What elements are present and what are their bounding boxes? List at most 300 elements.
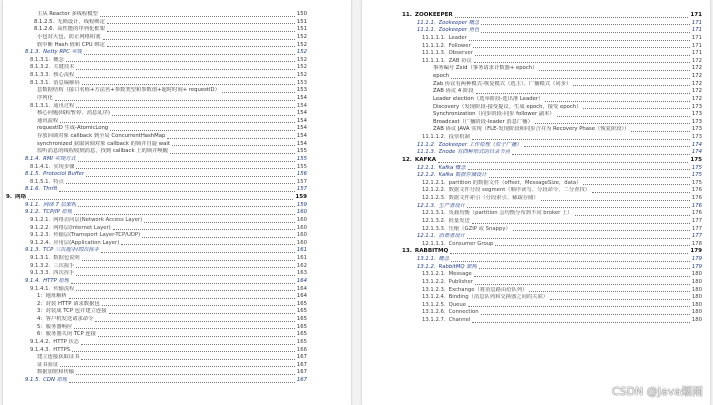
toc-entry-title: Zookeeper 概念 xyxy=(438,19,480,26)
toc-entry[interactable] xyxy=(362,210,710,218)
toc-entry-page: 172 xyxy=(691,73,702,80)
toc-entry[interactable] xyxy=(3,164,351,172)
toc-entry-page: 179 xyxy=(691,256,702,263)
toc-entry[interactable] xyxy=(362,119,710,127)
toc-entry-title: 关键技术 xyxy=(53,64,75,71)
toc-entry-title: 建立连接获取证书 xyxy=(37,354,80,361)
toc-entry-number: 13.1.2.6. xyxy=(422,309,446,316)
toc-entry[interactable] xyxy=(362,73,710,81)
toc-entry-title: RABBITMQ xyxy=(414,248,449,255)
toc-entry[interactable] xyxy=(3,156,351,164)
toc-entry-title: TCP/IP 原理 xyxy=(43,209,73,216)
toc-entry-number: 9.1.3.2. xyxy=(30,262,51,269)
toc-entry-page: 180 xyxy=(691,286,702,293)
toc-entry[interactable] xyxy=(362,58,710,66)
toc-entry-number: 9. xyxy=(6,194,13,201)
dot-leader xyxy=(475,283,690,285)
toc-entry-number: 9.1.3.3. xyxy=(30,270,51,277)
toc-entry[interactable] xyxy=(362,149,710,157)
toc-entry-title: Follower xyxy=(448,42,471,49)
toc-entry[interactable] xyxy=(362,43,710,51)
dot-leader xyxy=(472,222,690,224)
toc-entry-title: 网络 xyxy=(15,194,27,201)
toc-entry[interactable] xyxy=(3,270,351,278)
toc-entry-page: 160 xyxy=(296,224,307,231)
toc-entry[interactable] xyxy=(362,12,710,20)
toc-entry-number: 9.1.3.1. xyxy=(30,255,51,262)
toc-entry[interactable] xyxy=(3,339,351,347)
dot-leader xyxy=(76,274,294,276)
toc-entry-title: Exchange（将消息路由给队列） xyxy=(448,286,528,293)
dot-leader xyxy=(512,153,690,155)
toc-entry[interactable] xyxy=(3,57,351,65)
dot-leader xyxy=(167,137,295,139)
toc-entry[interactable] xyxy=(3,278,351,286)
dot-leader xyxy=(102,304,295,306)
dot-leader xyxy=(113,228,295,230)
toc-entry-page: 171 xyxy=(691,42,702,49)
toc-entry-number: 11.1.1.1. xyxy=(422,57,446,64)
toc-entry-number: 13.1.2.7. xyxy=(422,317,446,324)
toc-entry[interactable] xyxy=(362,134,710,142)
dot-leader xyxy=(107,30,295,32)
toc-entry-number: 11.1.1. xyxy=(417,27,436,34)
dot-leader xyxy=(524,145,690,147)
dot-leader xyxy=(495,244,689,246)
toc-entry-title: 四次挥手 xyxy=(53,270,75,277)
dot-leader xyxy=(592,191,690,193)
toc-entry[interactable] xyxy=(3,308,351,316)
dot-leader xyxy=(76,289,294,291)
toc-entry[interactable] xyxy=(3,64,351,72)
toc-page-right xyxy=(362,0,710,405)
dot-leader xyxy=(631,130,689,132)
toc-entry[interactable] xyxy=(3,263,351,271)
toc-entry[interactable] xyxy=(362,172,710,180)
toc-entry-number: 13.1.2. xyxy=(417,263,436,270)
toc-entry-title: 实现步骤 xyxy=(53,163,75,170)
toc-entry-page: 151 xyxy=(296,26,307,33)
toc-entry[interactable] xyxy=(3,232,351,240)
toc-entry-page: 166 xyxy=(296,346,307,353)
toc-entry[interactable] xyxy=(3,179,351,187)
toc-entry-title: 通讯流程 xyxy=(37,117,59,124)
toc-entry-title: Connection xyxy=(448,309,479,316)
toc-entry-title: Consumer Group xyxy=(448,240,494,247)
dot-leader xyxy=(172,144,295,146)
toc-entry-page: 167 xyxy=(296,354,307,361)
toc-entry-page: 150 xyxy=(296,11,307,18)
dot-leader xyxy=(472,321,690,323)
toc-entry[interactable] xyxy=(362,195,710,203)
dot-leader xyxy=(481,31,690,33)
toc-entry-page: 153 xyxy=(296,87,307,94)
dot-leader xyxy=(74,327,295,329)
toc-entry[interactable] xyxy=(3,171,351,179)
dot-leader xyxy=(513,229,690,231)
dot-leader xyxy=(103,38,295,40)
toc-entry[interactable] xyxy=(3,186,351,194)
dot-leader xyxy=(69,297,295,299)
toc-entry[interactable] xyxy=(362,142,710,150)
toc-entry[interactable] xyxy=(362,287,710,295)
toc-entry-title: Observer xyxy=(448,50,473,57)
toc-entry-number: 8.1.4.1. xyxy=(30,163,51,170)
toc-entry-page: 155 xyxy=(296,148,307,155)
toc-list-right xyxy=(362,12,710,325)
toc-entry-number: 12.1.3.2. xyxy=(422,217,446,224)
dot-leader xyxy=(112,114,295,116)
toc-entry-title: 投票机制 xyxy=(448,134,470,141)
toc-entry-number: 8.1.3.2. xyxy=(30,64,51,71)
dot-leader xyxy=(583,183,689,185)
toc-entry-page: 172 xyxy=(691,57,702,64)
toc-entry-number: 8.1.3.1. xyxy=(30,102,51,109)
dot-leader xyxy=(222,91,295,93)
dot-leader xyxy=(472,138,690,140)
toc-entry[interactable] xyxy=(3,316,351,324)
toc-entry-page: 164 xyxy=(296,285,307,292)
toc-entry-page: 159 xyxy=(295,194,307,201)
dot-leader xyxy=(479,267,690,269)
toc-entry[interactable] xyxy=(3,148,351,156)
toc-entry-page: 165 xyxy=(296,300,307,307)
toc-entry-page: 175 xyxy=(691,172,702,179)
toc-entry-page: 167 xyxy=(296,361,307,368)
toc-entry[interactable] xyxy=(3,255,351,263)
toc-entry-page: 161 xyxy=(296,247,307,254)
toc-entry[interactable] xyxy=(362,180,710,188)
toc-entry-title: epoch xyxy=(433,73,450,80)
dot-leader xyxy=(78,205,294,207)
toc-entry-number: 11.1.3. xyxy=(417,149,436,156)
toc-entry-page: 154 xyxy=(296,133,307,140)
toc-entry-number: 8.1.3. xyxy=(25,49,41,56)
toc-entry-number: 8.1.3.1. xyxy=(30,56,51,63)
toc-entry-number: 12. xyxy=(402,156,412,163)
dot-leader xyxy=(72,350,295,352)
toc-entry[interactable] xyxy=(3,118,351,126)
toc-entry-title: 生产者设计 xyxy=(438,202,466,209)
toc-entry[interactable] xyxy=(3,247,351,255)
dot-leader xyxy=(76,68,294,70)
toc-entry[interactable] xyxy=(3,194,351,202)
toc-entry-number: 9.1.4. xyxy=(25,277,41,284)
toc-entry-page: 154 xyxy=(296,125,307,132)
toc-entry-title: 压缩（GZIP 或 Snappy） xyxy=(448,225,511,232)
toc-entry[interactable] xyxy=(3,42,351,50)
toc-entry-number: 12.1.3. xyxy=(417,202,436,209)
dot-leader xyxy=(475,54,690,56)
toc-entry[interactable] xyxy=(3,80,351,88)
toc-entry[interactable] xyxy=(362,126,710,134)
toc-entry[interactable] xyxy=(362,264,710,272)
toc-entry-number: 9.1.2.1. xyxy=(30,216,51,223)
toc-entry[interactable] xyxy=(362,157,710,165)
dot-leader xyxy=(142,236,295,238)
toc-entry[interactable] xyxy=(362,233,710,241)
toc-entry-number: 12.1.3.1. xyxy=(422,210,446,217)
toc-entry-page: 180 xyxy=(691,317,702,324)
dot-leader xyxy=(76,266,294,268)
toc-entry-page: 172 xyxy=(691,80,702,87)
toc-entry[interactable] xyxy=(362,256,710,264)
toc-entry[interactable] xyxy=(3,11,351,19)
toc-entry[interactable] xyxy=(362,248,710,256)
toc-entry-page: 171 xyxy=(691,34,702,41)
toc-entry-title: Publisher xyxy=(448,278,473,285)
toc-entry-title: KAFKA xyxy=(414,156,437,163)
toc-entry-number: 9.1.2. xyxy=(25,209,41,216)
toc-entry-number: 8.1.4. xyxy=(25,155,41,162)
toc-entry-page: 173 xyxy=(691,134,702,141)
toc-entry-title: 存放回调对象 callback 到全局 ConcurrentHashMap xyxy=(37,133,166,140)
toc-entry[interactable] xyxy=(3,240,351,248)
toc-entry-title: 数据文件分段 segment（顺序读写、分段命令、二分查找） xyxy=(448,187,591,194)
toc-entry-page: 157 xyxy=(296,186,307,193)
toc-entry[interactable] xyxy=(3,209,351,217)
toc-entry[interactable] xyxy=(362,309,710,317)
toc-entry[interactable] xyxy=(362,218,710,226)
toc-entry[interactable] xyxy=(3,95,351,103)
toc-entry-page: 174 xyxy=(691,141,702,148)
toc-entry[interactable] xyxy=(3,133,351,141)
dot-leader xyxy=(98,335,295,337)
toc-entry-title: 3：封装成 TCP 包并建立连接 xyxy=(37,308,107,315)
dot-leader xyxy=(28,198,293,200)
toc-entry[interactable] xyxy=(3,377,351,385)
toc-entry-page: 164 xyxy=(296,277,307,284)
dot-leader xyxy=(84,53,295,55)
dot-leader xyxy=(121,243,295,245)
toc-entry[interactable] xyxy=(3,110,351,118)
dot-leader xyxy=(535,122,690,124)
toc-entry[interactable] xyxy=(3,87,351,95)
toc-entry[interactable] xyxy=(362,187,710,195)
toc-entry[interactable] xyxy=(362,27,710,35)
toc-entry-title: ZAB 协议 xyxy=(448,57,472,64)
toc-entry[interactable] xyxy=(362,271,710,279)
toc-entry-number: 9.1.1. xyxy=(25,201,41,208)
toc-entry-page: 175 xyxy=(691,179,702,186)
toc-entry[interactable] xyxy=(362,104,710,112)
toc-entry[interactable] xyxy=(3,293,351,301)
toc-entry-page: 160 xyxy=(296,216,307,223)
toc-entry-number: 9.1.4.2. xyxy=(30,338,51,345)
toc-entry[interactable] xyxy=(3,331,351,339)
dot-leader xyxy=(468,168,690,170)
toc-entry[interactable] xyxy=(362,203,710,211)
toc-entry-number: 11.1.1.1. xyxy=(422,34,446,41)
toc-entry[interactable] xyxy=(362,96,710,104)
toc-entry-number: 8.1.2.5. xyxy=(34,18,55,25)
dot-leader xyxy=(95,320,295,322)
toc-entry[interactable] xyxy=(362,165,710,173)
toc-entry[interactable] xyxy=(3,202,351,210)
toc-entry-number: 11.1.1. xyxy=(417,19,436,26)
toc-entry[interactable] xyxy=(362,81,710,89)
toc-entry[interactable] xyxy=(362,302,710,310)
toc-entry-number: 8.1.5. xyxy=(25,171,41,178)
toc-entry[interactable] xyxy=(3,34,351,42)
toc-entry[interactable] xyxy=(362,88,710,96)
toc-entry-title: 三次握手 xyxy=(53,262,75,269)
toc-entry-page: 179 xyxy=(691,263,702,270)
toc-entry[interactable] xyxy=(3,125,351,133)
toc-entry-title: 通讯过程 xyxy=(53,102,75,109)
toc-entry-page: 177 xyxy=(691,233,702,240)
toc-entry[interactable] xyxy=(362,226,710,234)
toc-entry[interactable] xyxy=(3,19,351,27)
toc-entry-title: ZOOKEEPER xyxy=(414,12,453,19)
toc-entry-page: 171 xyxy=(691,19,702,26)
dot-leader xyxy=(529,290,689,292)
toc-entry-title: 4：客户机发送请求命令 xyxy=(37,316,94,323)
toc-entry-title: 2：封装 HTTP 请求数据包 xyxy=(37,300,100,307)
toc-entry-title: Synchronization（同步阶段-同步 follower 副本） xyxy=(433,111,555,118)
dot-leader xyxy=(473,46,690,48)
toc-entry-page: 167 xyxy=(296,377,307,384)
toc-entry-page: 165 xyxy=(296,323,307,330)
toc-entry-page: 172 xyxy=(691,65,702,72)
toc-entry[interactable] xyxy=(3,362,351,370)
toc-entry-title: 网络访问层(Network Access Layer) xyxy=(53,216,143,223)
dot-leader xyxy=(469,39,690,41)
dot-leader xyxy=(107,22,295,24)
toc-entry-page: 171 xyxy=(691,27,702,34)
toc-entry[interactable] xyxy=(3,354,351,362)
toc-entry-number: 9.1.2.2. xyxy=(30,224,51,231)
toc-entry[interactable] xyxy=(3,49,351,57)
toc-entry[interactable] xyxy=(3,324,351,332)
toc-entry-title: 特点 xyxy=(53,178,64,185)
toc-entry[interactable] xyxy=(362,65,710,73)
dot-leader xyxy=(573,84,690,86)
dot-leader xyxy=(107,45,295,47)
toc-entry-number: 13.1.2.4. xyxy=(422,294,446,301)
toc-entry-number: 11.1.1.2. xyxy=(422,134,446,141)
toc-entry-number: 13.1.2.5. xyxy=(422,301,446,308)
dot-leader xyxy=(59,190,295,192)
toc-entry-title: 概念 xyxy=(53,56,64,63)
toc-entry[interactable] xyxy=(362,20,710,28)
dot-leader xyxy=(583,107,689,109)
dot-leader xyxy=(60,121,295,123)
toc-entry-page: 154 xyxy=(296,102,307,109)
toc-entry-number: 9.1.2.4. xyxy=(30,239,51,246)
toc-entry[interactable] xyxy=(3,369,351,377)
toc-entry[interactable] xyxy=(362,294,710,302)
toc-entry-page: 155 xyxy=(296,163,307,170)
toc-entry-number: 12.1.2.3. xyxy=(422,195,446,202)
toc-entry-title: 证书验证 xyxy=(37,361,59,368)
dot-leader xyxy=(539,69,689,71)
toc-entry-page: 180 xyxy=(691,301,702,308)
toc-entry-page: 167 xyxy=(296,369,307,376)
toc-entry-page: 176 xyxy=(691,195,702,202)
toc-entry-number: 12.1.2.1. xyxy=(422,179,446,186)
dot-leader xyxy=(100,15,295,17)
dot-leader xyxy=(541,199,690,201)
toc-entry[interactable] xyxy=(362,317,710,325)
toc-entry-number: 11.1.1.3. xyxy=(422,50,446,57)
toc-entry-page: 154 xyxy=(296,94,307,101)
dot-leader xyxy=(489,176,690,178)
toc-entry-number: 8.1.3.1. xyxy=(30,79,51,86)
toc-entry[interactable] xyxy=(362,35,710,43)
toc-entry-title: 1：地址解析 xyxy=(37,293,67,300)
csdn-watermark: CSDN @Java烟雨 xyxy=(611,385,703,398)
toc-entry-page: 160 xyxy=(296,232,307,239)
toc-entry-page: 173 xyxy=(691,111,702,118)
toc-entry-title: synchronized 获取回调对象 callback 的锁并自旋 wait xyxy=(37,140,170,147)
toc-entry-number: 9.1.3. xyxy=(25,247,41,254)
toc-entry-number: 8.1.3.3. xyxy=(30,72,51,79)
toc-entry[interactable] xyxy=(362,241,710,249)
toc-entry[interactable] xyxy=(3,347,351,355)
toc-entry-page: 172 xyxy=(691,88,702,95)
toc-entry[interactable] xyxy=(362,111,710,119)
dot-leader xyxy=(481,313,690,315)
toc-entry-page: 152 xyxy=(296,64,307,71)
toc-entry-number: 13.1.1. xyxy=(417,256,436,263)
toc-entry[interactable] xyxy=(3,103,351,111)
toc-entry-page: 174 xyxy=(691,149,702,156)
toc-entry-number: 9.1.5. xyxy=(25,377,41,384)
toc-entry-title: 5：服务器响应 xyxy=(37,323,73,330)
toc-entry[interactable] xyxy=(362,279,710,287)
dot-leader xyxy=(74,213,295,215)
toc-entry-title: partition 的数据文件（offset，MessageSize，data） xyxy=(448,179,582,186)
dot-leader xyxy=(66,60,295,62)
toc-entry[interactable] xyxy=(3,141,351,149)
toc-entry-page: 180 xyxy=(691,309,702,316)
toc-entry-title: 核心流程 xyxy=(53,72,75,79)
dot-leader xyxy=(545,100,690,102)
toc-entry[interactable] xyxy=(3,217,351,225)
dot-leader xyxy=(557,115,690,117)
toc-entry-title: 事务编号 Zxid（事务请求计数器+ epoch） xyxy=(433,65,538,72)
toc-entry-page: 173 xyxy=(691,126,702,133)
toc-entry[interactable] xyxy=(3,286,351,294)
dot-leader xyxy=(450,252,688,254)
toc-entry[interactable] xyxy=(3,225,351,233)
toc-entry-title: 6：服务器关闭 TCP 连接 xyxy=(37,331,96,338)
toc-entry-title: ZAB 协议 4 阶段 xyxy=(433,88,474,95)
dot-leader xyxy=(76,76,294,78)
toc-entry[interactable] xyxy=(3,26,351,34)
toc-entry-title: Message xyxy=(448,271,472,278)
toc-entry-title: 无锁设计、线程绑定 xyxy=(57,18,105,25)
dot-leader xyxy=(451,260,690,262)
toc-entry-title: Binding（消息队列和交换器之间的关联） xyxy=(448,294,549,301)
toc-entry[interactable] xyxy=(3,72,351,80)
dot-leader xyxy=(109,312,295,314)
dot-leader xyxy=(550,298,690,300)
toc-entry-title: 负载均衡（partition 会均衡分布到不同 broker 上） xyxy=(448,210,573,217)
toc-entry-title: Netty RPC 实现 xyxy=(43,49,83,56)
toc-entry[interactable] xyxy=(362,50,710,58)
toc-entry-page: 152 xyxy=(296,49,307,56)
toc-entry-title: 网络 7 层架构 xyxy=(43,201,77,208)
toc-entry-number: 12.1.3.3. xyxy=(422,225,446,232)
toc-entry-title: RabbitMQ 架构 xyxy=(438,263,477,270)
toc-entry[interactable] xyxy=(3,301,351,309)
dot-leader xyxy=(474,275,690,277)
toc-entry-title: HTTP 原理 xyxy=(43,277,70,284)
dot-leader xyxy=(76,106,294,108)
toc-entry-page: 165 xyxy=(296,308,307,315)
